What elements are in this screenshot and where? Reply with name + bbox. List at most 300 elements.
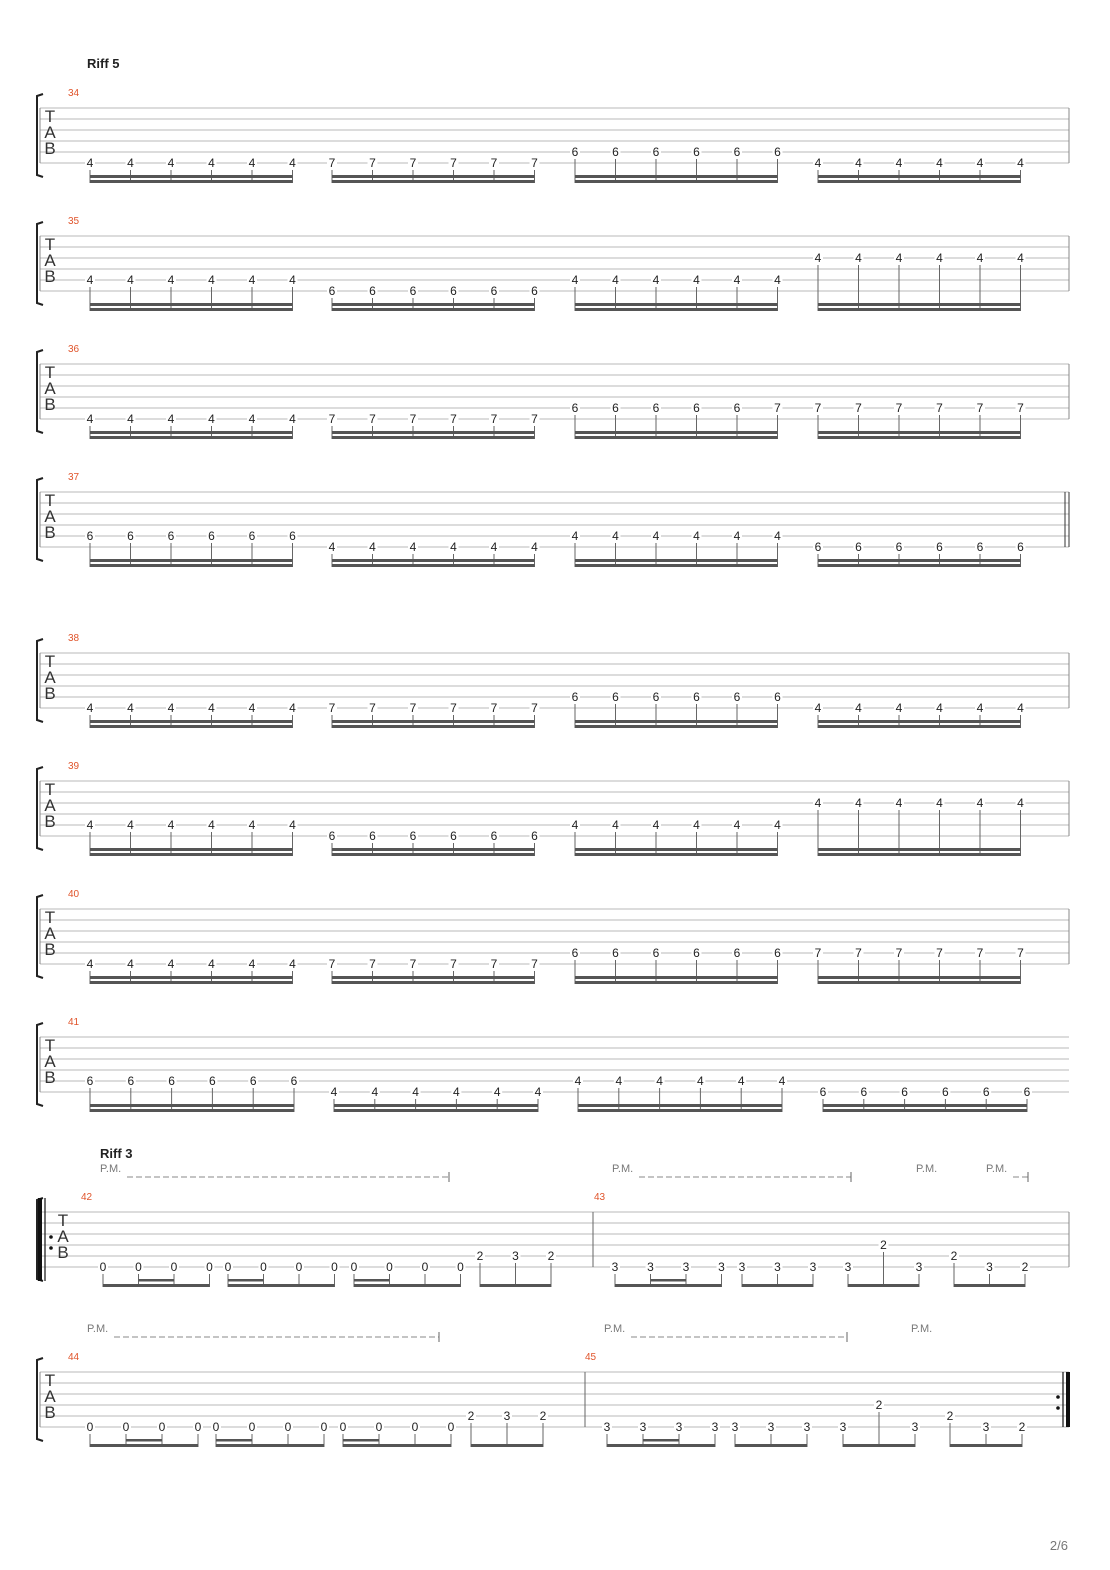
- tab-clef-letter: A: [44, 1387, 56, 1406]
- fret-number: 3: [774, 1260, 781, 1274]
- fret-number: 2: [950, 1249, 958, 1263]
- fret-number: 4: [1017, 251, 1024, 265]
- beam-group: [813, 796, 1026, 856]
- tab-clef-letter: T: [44, 908, 56, 927]
- beam-secondary: [575, 720, 778, 723]
- fret-number: 4: [127, 273, 134, 287]
- beam-group: [813, 540, 1026, 567]
- beam-group: [327, 284, 540, 311]
- fret-number: 6: [1023, 1085, 1031, 1099]
- beam: [90, 853, 293, 856]
- fret-number: 3: [982, 1420, 990, 1434]
- fret-number: 6: [571, 690, 579, 704]
- fret-number: 7: [531, 701, 538, 715]
- beam: [332, 436, 535, 439]
- tab-clef-letter: A: [44, 251, 56, 270]
- fret-number: 7: [369, 701, 376, 715]
- fret-number: 4: [289, 818, 296, 832]
- fret-number: 7: [936, 946, 943, 960]
- fret-number: 7: [409, 957, 417, 971]
- beam: [843, 1444, 915, 1447]
- beam-secondary: [575, 175, 778, 178]
- beam-secondary: [575, 848, 778, 851]
- tab-system: [37, 1146, 1069, 1287]
- fret-number: 3: [675, 1420, 683, 1434]
- bar-number: 42: [81, 1192, 93, 1203]
- fret-number: 7: [450, 957, 457, 971]
- tab-clef-letter: B: [44, 940, 56, 959]
- fret-number: 6: [86, 529, 94, 543]
- beam: [90, 180, 293, 183]
- tab-clef-letter: A: [44, 123, 56, 142]
- fret-number: 4: [656, 1074, 663, 1088]
- fret-number: 4: [248, 701, 256, 715]
- fret-number: 6: [450, 284, 457, 298]
- fret-number: 4: [895, 701, 903, 715]
- fret-number: 4: [693, 273, 700, 287]
- fret-number: 2: [1018, 1420, 1026, 1434]
- beam-secondary: [332, 303, 535, 306]
- beam: [90, 725, 293, 728]
- fret-number: 4: [814, 701, 822, 715]
- bar-number: 36: [68, 344, 80, 355]
- fret-number: 7: [409, 412, 417, 426]
- bar-number: 38: [68, 633, 80, 644]
- beam-secondary: [343, 1439, 379, 1442]
- fret-number: 4: [774, 818, 781, 832]
- beam: [742, 1284, 813, 1287]
- beam-secondary: [332, 848, 535, 851]
- fret-number: 6: [942, 1085, 949, 1099]
- repeat-dot: [49, 1235, 53, 1239]
- beam: [818, 180, 1021, 183]
- fret-number: 3: [603, 1420, 611, 1434]
- fret-number: 6: [652, 145, 660, 159]
- beam-secondary: [332, 175, 535, 178]
- fret-number: 4: [976, 796, 984, 810]
- fret-number: 7: [450, 156, 457, 170]
- beam-secondary: [90, 559, 293, 562]
- fret-number: 4: [733, 818, 741, 832]
- fret-number: 7: [895, 401, 903, 415]
- fret-number: 4: [86, 701, 94, 715]
- beam-group: [602, 1420, 720, 1447]
- fret-number: 7: [450, 412, 457, 426]
- beam-secondary: [90, 431, 293, 434]
- beam-secondary: [139, 1279, 175, 1282]
- beam-secondary: [575, 559, 778, 562]
- fret-number: 4: [289, 156, 296, 170]
- fret-number: 4: [371, 1085, 379, 1099]
- fret-number: 4: [167, 156, 175, 170]
- tab-clef-letter: B: [44, 395, 56, 414]
- palm-mute-label: P.M.: [100, 1163, 122, 1175]
- fret-number: 4: [612, 529, 619, 543]
- fret-number: 4: [248, 156, 256, 170]
- beam: [578, 1109, 782, 1112]
- beam-group: [813, 156, 1026, 183]
- palm-mute-label: P.M.: [986, 1163, 1008, 1175]
- fret-number: 4: [693, 818, 700, 832]
- repeat-end-thick: [1066, 1372, 1070, 1427]
- beam-secondary: [228, 1279, 264, 1282]
- beam-secondary: [823, 1104, 1027, 1107]
- fret-number: 6: [209, 1074, 216, 1088]
- fret-number: 6: [450, 829, 457, 843]
- fret-number: 4: [450, 540, 457, 554]
- beam-group: [570, 145, 783, 183]
- beam-secondary: [90, 720, 293, 723]
- fret-number: 4: [571, 529, 579, 543]
- fret-number: 4: [86, 412, 94, 426]
- beam-group: [570, 690, 783, 728]
- fret-number: 0: [331, 1260, 338, 1274]
- fret-number: 7: [814, 946, 822, 960]
- tab-system: [37, 1017, 1069, 1112]
- fret-number: 4: [289, 273, 296, 287]
- fret-number: 4: [814, 251, 822, 265]
- fret-number: 0: [99, 1260, 107, 1274]
- fret-number: 6: [571, 145, 579, 159]
- fret-number: 6: [571, 401, 579, 415]
- beam: [480, 1284, 551, 1287]
- fret-number: 6: [814, 540, 822, 554]
- beam-group: [730, 1420, 812, 1447]
- beam-group: [949, 1249, 1030, 1287]
- repeat-start-thick: [38, 1198, 42, 1281]
- fret-number: 3: [809, 1260, 817, 1274]
- fret-number: 4: [328, 540, 336, 554]
- fret-number: 3: [844, 1260, 852, 1274]
- fret-number: 4: [208, 818, 215, 832]
- fret-number: 6: [369, 829, 376, 843]
- fret-number: 6: [168, 1074, 175, 1088]
- fret-number: 6: [855, 540, 862, 554]
- tab-clef-letter: A: [44, 796, 56, 815]
- fret-number: 4: [409, 540, 417, 554]
- beam: [332, 180, 535, 183]
- fret-number: 4: [493, 1085, 501, 1099]
- tab-clef-letter: A: [44, 924, 56, 943]
- fret-number: 4: [936, 156, 943, 170]
- beam: [103, 1284, 210, 1287]
- fret-number: 7: [531, 156, 538, 170]
- fret-number: 2: [946, 1409, 954, 1423]
- beam-group: [813, 946, 1026, 984]
- fret-number: 3: [682, 1260, 690, 1274]
- fret-number: 7: [369, 412, 376, 426]
- beam-secondary: [818, 175, 1021, 178]
- beam-secondary: [818, 303, 1021, 306]
- fret-number: 7: [490, 701, 498, 715]
- fret-number: 4: [248, 818, 256, 832]
- fret-number: 6: [328, 829, 336, 843]
- beam: [954, 1284, 1025, 1287]
- beam-group: [570, 818, 783, 856]
- fret-number: 4: [208, 412, 215, 426]
- fret-number: 6: [127, 529, 134, 543]
- fret-number: 2: [467, 1409, 475, 1423]
- fret-number: 7: [936, 401, 943, 415]
- beam: [575, 180, 778, 183]
- fret-number: 6: [693, 690, 700, 704]
- fret-number: 0: [375, 1420, 383, 1434]
- fret-number: 0: [170, 1260, 178, 1274]
- fret-number: 4: [369, 540, 376, 554]
- fret-number: 7: [369, 156, 376, 170]
- fret-number: 4: [936, 796, 943, 810]
- fret-number: 7: [409, 701, 417, 715]
- beam-group: [610, 1260, 727, 1287]
- beam: [818, 436, 1021, 439]
- fret-number: 6: [328, 284, 336, 298]
- fret-number: 4: [1017, 701, 1024, 715]
- beam-secondary: [332, 559, 535, 562]
- beam-group: [85, 1074, 299, 1112]
- fret-number: 4: [289, 412, 296, 426]
- fret-number: 6: [571, 946, 579, 960]
- fret-number: 4: [814, 156, 822, 170]
- beam: [90, 1109, 294, 1112]
- fret-number: 0: [421, 1260, 429, 1274]
- fret-number: 6: [369, 284, 376, 298]
- fret-number: 4: [571, 818, 579, 832]
- fret-number: 7: [490, 156, 498, 170]
- fret-number: 3: [803, 1420, 811, 1434]
- beam-group: [818, 1085, 1032, 1112]
- tab-clef-letter: B: [44, 267, 56, 286]
- beam: [90, 436, 293, 439]
- fret-number: 6: [1017, 540, 1024, 554]
- palm-mute-label: P.M.: [916, 1163, 938, 1175]
- beam-group: [85, 412, 298, 439]
- beam-secondary: [818, 848, 1021, 851]
- bar-number: 45: [585, 1352, 597, 1363]
- beam-secondary: [90, 303, 293, 306]
- beam-secondary: [651, 1279, 687, 1282]
- fret-number: 7: [369, 957, 376, 971]
- beam: [90, 308, 293, 311]
- fret-number: 4: [534, 1085, 542, 1099]
- fret-number: 0: [295, 1260, 303, 1274]
- beam: [575, 564, 778, 567]
- fret-number: 0: [411, 1420, 419, 1434]
- beam: [332, 308, 535, 311]
- beam: [848, 1284, 919, 1287]
- fret-number: 0: [339, 1420, 347, 1434]
- beam: [575, 981, 778, 984]
- fret-number: 4: [571, 273, 579, 287]
- fret-number: 4: [855, 251, 862, 265]
- fret-number: 3: [512, 1249, 519, 1263]
- bar-number: 37: [68, 472, 80, 483]
- fret-number: 3: [711, 1420, 719, 1434]
- beam: [818, 564, 1021, 567]
- fret-number: 4: [289, 957, 296, 971]
- fret-number: 4: [936, 701, 943, 715]
- tab-system: [37, 344, 1069, 439]
- beam: [950, 1444, 1022, 1447]
- fret-number: 4: [612, 273, 619, 287]
- fret-number: 6: [290, 1074, 298, 1088]
- fret-number: 4: [86, 156, 94, 170]
- fret-number: 4: [693, 529, 700, 543]
- tab-system: [37, 472, 1069, 567]
- repeat-dot: [1056, 1395, 1060, 1399]
- palm-mute-label: P.M.: [612, 1163, 634, 1175]
- fret-number: 4: [127, 818, 134, 832]
- fret-number: 4: [774, 529, 781, 543]
- fret-number: 3: [647, 1260, 654, 1274]
- fret-number: 6: [733, 690, 741, 704]
- beam: [818, 725, 1021, 728]
- repeat-dot: [1056, 1406, 1060, 1410]
- fret-number: 2: [476, 1249, 484, 1263]
- fret-number: 6: [248, 529, 256, 543]
- page-number: 2/6: [1049, 1538, 1068, 1553]
- beam-group: [570, 529, 783, 567]
- fret-number: 7: [328, 701, 336, 715]
- fret-number: 2: [880, 1238, 887, 1252]
- fret-number: 6: [409, 284, 417, 298]
- beam-secondary: [818, 720, 1021, 723]
- tab-clef-letter: T: [44, 107, 56, 126]
- tab-clef-letter: T: [44, 652, 56, 671]
- tab-clef-letter: A: [44, 379, 56, 398]
- beam-group: [327, 701, 540, 728]
- fret-number: 3: [738, 1260, 746, 1274]
- fret-number: 7: [328, 156, 336, 170]
- fret-number: 0: [284, 1420, 292, 1434]
- beam: [90, 981, 293, 984]
- bar-number: 34: [68, 88, 80, 99]
- fret-number: 4: [855, 156, 862, 170]
- beam-secondary: [818, 559, 1021, 562]
- tab-clef-letter: T: [44, 363, 56, 382]
- fret-number: 6: [167, 529, 175, 543]
- beam: [575, 436, 778, 439]
- fret-number: 6: [531, 284, 538, 298]
- tab-clef-letter: B: [44, 139, 56, 158]
- fret-number: 4: [652, 273, 660, 287]
- tab-clef-letter: T: [57, 1211, 69, 1230]
- tab-clef-letter: B: [44, 684, 56, 703]
- beam-group: [570, 273, 783, 311]
- fret-number: 7: [774, 401, 781, 415]
- fret-number: 2: [1021, 1260, 1029, 1274]
- fret-number: 6: [490, 284, 498, 298]
- beam-group: [85, 529, 298, 567]
- tab-clef-letter: A: [44, 668, 56, 687]
- fret-number: 0: [457, 1260, 464, 1274]
- bar-number: 44: [68, 1352, 80, 1363]
- beam-group: [570, 401, 783, 439]
- fret-number: 4: [895, 251, 903, 265]
- fret-number: 4: [248, 957, 256, 971]
- fret-number: 4: [936, 251, 943, 265]
- fret-number: 6: [693, 145, 700, 159]
- fret-number: 4: [208, 701, 215, 715]
- palm-mute-label: P.M.: [604, 1323, 626, 1335]
- fret-number: 6: [774, 946, 781, 960]
- beam-secondary: [575, 431, 778, 434]
- fret-number: 6: [127, 1074, 135, 1088]
- fret-number: 4: [330, 1085, 338, 1099]
- fret-number: 4: [976, 156, 984, 170]
- bar-number: 39: [68, 761, 80, 772]
- fret-number: 6: [860, 1085, 868, 1099]
- tab-system: [37, 761, 1069, 856]
- tab-system: [37, 1323, 1070, 1447]
- tab-clef-letter: A: [44, 1052, 56, 1071]
- beam-group: [85, 818, 298, 856]
- fret-number: 3: [639, 1420, 647, 1434]
- fret-number: 4: [453, 1085, 460, 1099]
- beam-secondary: [332, 720, 535, 723]
- fret-number: 7: [490, 957, 498, 971]
- beam-group: [570, 946, 783, 984]
- beam-group: [327, 957, 540, 984]
- fret-number: 4: [976, 251, 984, 265]
- fret-number: 6: [982, 1085, 990, 1099]
- fret-number: 7: [531, 412, 538, 426]
- section-label: Riff 5: [87, 56, 120, 71]
- tab-clef-letter: B: [44, 523, 56, 542]
- fret-number: 4: [167, 701, 175, 715]
- beam: [354, 1284, 461, 1287]
- fret-number: 4: [814, 796, 822, 810]
- fret-number: 4: [86, 818, 94, 832]
- beam: [575, 308, 778, 311]
- bar-number: 41: [68, 1017, 80, 1028]
- fret-number: 6: [733, 145, 741, 159]
- fret-number: 3: [611, 1260, 619, 1274]
- beam-group: [223, 1260, 340, 1287]
- beam-secondary: [818, 431, 1021, 434]
- bar-number: 35: [68, 216, 80, 227]
- fret-number: 3: [915, 1260, 923, 1274]
- fret-number: 0: [194, 1420, 202, 1434]
- fret-number: 4: [208, 156, 215, 170]
- fret-number: 4: [855, 796, 862, 810]
- beam: [90, 564, 293, 567]
- beam: [615, 1284, 722, 1287]
- beam: [818, 981, 1021, 984]
- fret-number: 0: [248, 1420, 256, 1434]
- fret-number: 4: [127, 701, 134, 715]
- beam-group: [85, 273, 298, 311]
- beam-secondary: [334, 1104, 538, 1107]
- tab-system: [37, 889, 1069, 984]
- beam-group: [329, 1085, 543, 1112]
- beam-group: [85, 1420, 203, 1447]
- fret-number: 4: [615, 1074, 623, 1088]
- beam-secondary: [354, 1279, 390, 1282]
- tab-clef-letter: A: [57, 1227, 69, 1246]
- fret-number: 4: [1017, 156, 1024, 170]
- tab-clef-letter: T: [44, 235, 56, 254]
- fret-number: 3: [839, 1420, 847, 1434]
- fret-number: 0: [447, 1420, 455, 1434]
- fret-number: 3: [731, 1420, 739, 1434]
- tab-clef-letter: B: [57, 1243, 69, 1262]
- fret-number: 7: [855, 401, 862, 415]
- fret-number: 4: [289, 701, 296, 715]
- fret-number: 4: [412, 1085, 419, 1099]
- fret-number: 4: [612, 818, 619, 832]
- beam-group: [573, 1074, 787, 1112]
- tab-clef-letter: T: [44, 491, 56, 510]
